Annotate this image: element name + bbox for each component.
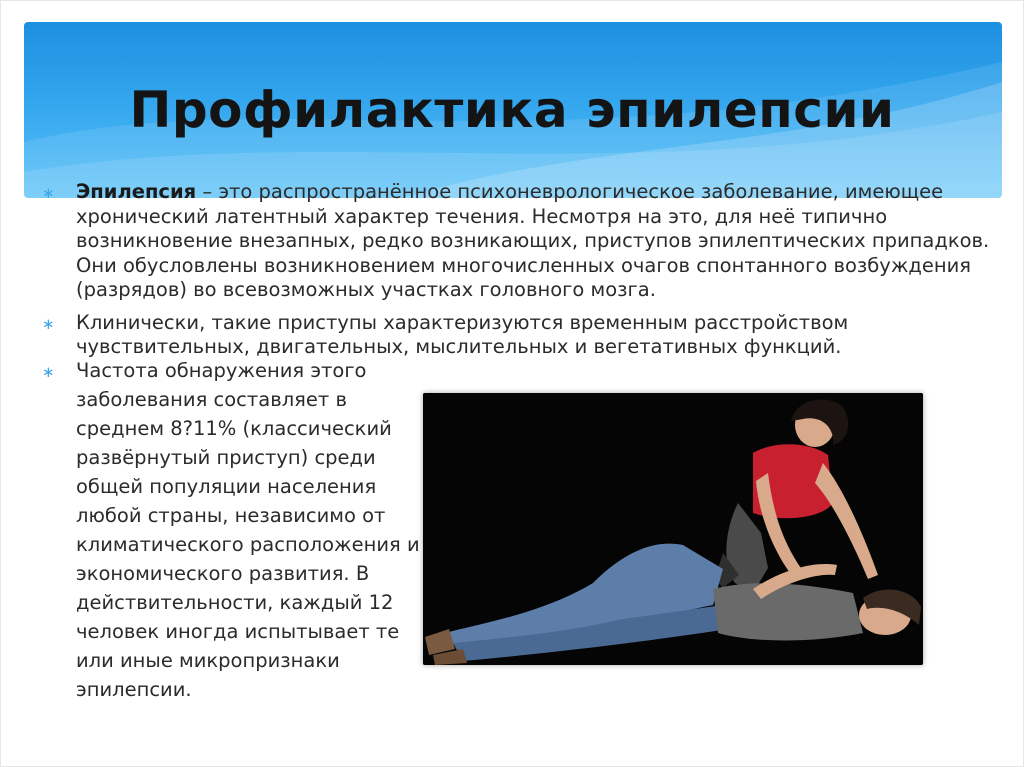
- bullet-item: [40, 180, 990, 303]
- bullet-term: Эпилепсия: [76, 180, 197, 203]
- bullet-text: – это распространённое психоневрологическое заболевание, имеющее хронический латентный характер течения. Несмотря на это, для неё типично возникновение внезапных, редко возникающих, приступов эпилептических припадков. Они обусловлены возникновением многочисленных очагов спонтанного возбуждения (разрядов) во всевозможных участках головного мозга.: [76, 180, 990, 301]
- bullet-text: Частота обнаружения этого заболевания составляет в среднем 8?11% (классический развёрнутый приступ) среди общей популяции населения любой страны, независимо от климатического расположения и экономического развития. В действительности, каждый 12 человек иногда испытывает те или иные микропризнаки эпилепсии.: [76, 359, 420, 701]
- first-aid-illustration: [423, 393, 923, 665]
- bullet-item: [40, 356, 436, 704]
- asterisk-bullet-icon: ∗: [42, 184, 55, 202]
- first-aid-photo: [423, 393, 923, 665]
- bullet-text: Клинически, такие приступы характеризуются временным расстройством чувствительных, двигательных, мыслительных и вегетативных функций.: [76, 310, 849, 358]
- asterisk-bullet-icon: ∗: [42, 314, 55, 333]
- asterisk-bullet-icon: ∗: [42, 363, 55, 381]
- bullet-item: [40, 311, 990, 360]
- slide-title: Профилактика эпилепсии: [129, 81, 895, 139]
- content-area: [40, 180, 990, 368]
